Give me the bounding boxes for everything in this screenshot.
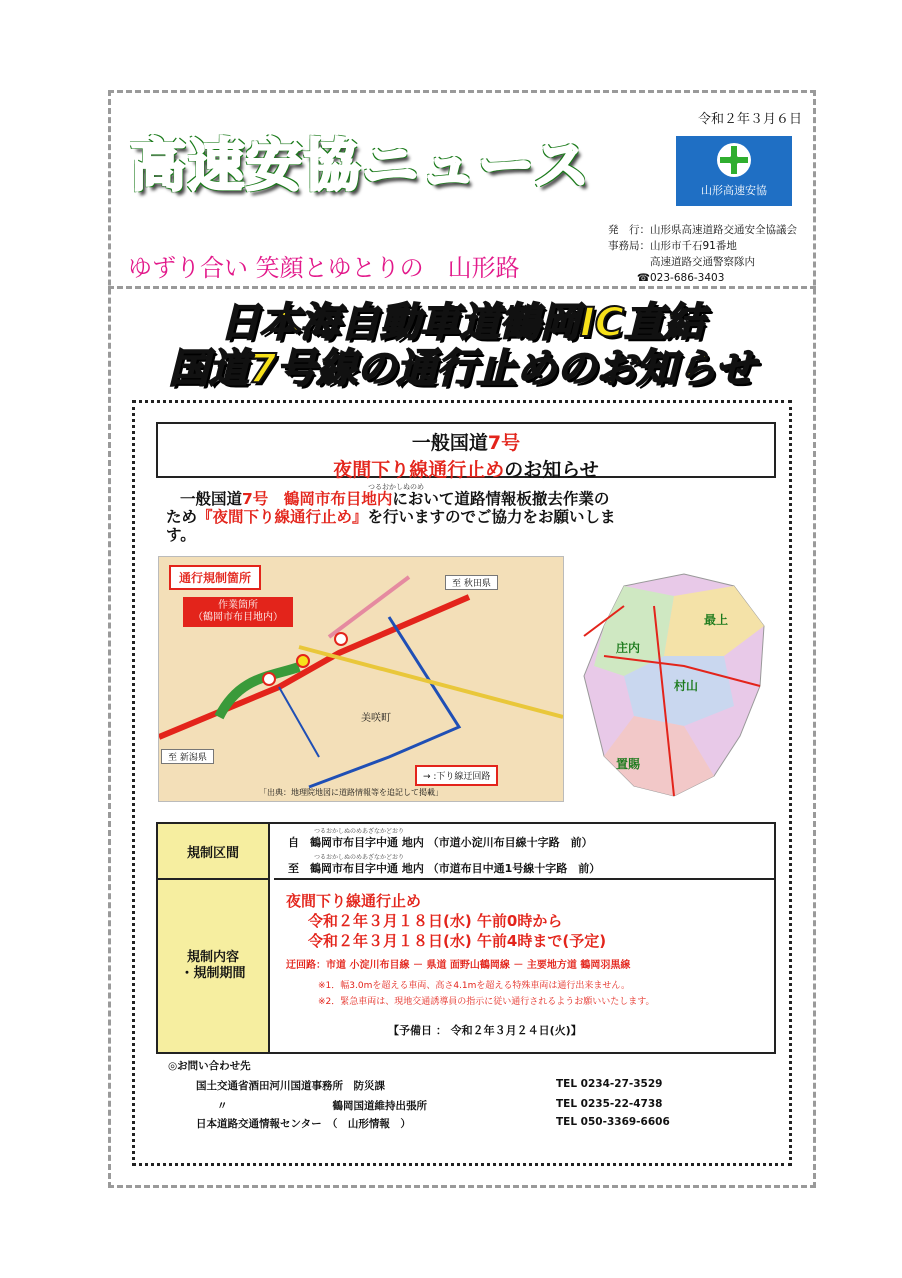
intro-road: 一般国道: [180, 490, 243, 508]
intro-text-1: において道路情報板撤去作業の: [392, 490, 610, 508]
headline: [120, 300, 804, 392]
regulation-table: [156, 822, 776, 1054]
office-key: 事務局：: [608, 240, 650, 252]
intro-text-4: す。: [166, 526, 196, 544]
intro-closure: 『夜間下り線通行止め』: [197, 508, 368, 526]
phone-icon: ☎: [636, 272, 650, 284]
to-niigata-label: 至 新潟県: [161, 749, 214, 764]
notice-title-route: 7号: [487, 432, 521, 454]
office-unit: 高速道路交通警察隊内: [650, 256, 755, 268]
period-header-line-2: ・規制期間: [180, 966, 246, 981]
closure-end: 令和２年３月１８日(水) 午前4時まで(予定): [308, 932, 607, 950]
intro-furigana: つるおかしぬのめ: [368, 483, 424, 491]
period-header-line-1: 規制内容: [186, 950, 239, 965]
emblem-text: 山形高速安協: [701, 184, 767, 197]
office-phone: 023-686-3403: [650, 272, 725, 284]
clover-logo-icon: [716, 142, 752, 178]
section-cell: [274, 824, 774, 880]
blank-key: [594, 254, 650, 270]
contact-header: ◎お問い合わせ先: [168, 1060, 251, 1072]
note-2: ※2．緊急車両は、現地交通誘導員の指示に従い通行されるようお願いいたします。: [318, 997, 655, 1007]
section-to: 至 鶴岡市布目字中通 地内 （市道布目中通1号線十字路 前）: [288, 862, 601, 875]
prefecture-map: [564, 566, 780, 800]
period-header: [158, 880, 270, 1052]
to-akita-label: 至 秋田県: [445, 575, 498, 590]
map-credit: 「出典：地理院地図に道路情報等を追記して掲載」: [259, 788, 443, 797]
notice-title-closure: 夜間下り線通行止め: [333, 459, 505, 481]
intro-route: 7号: [242, 490, 269, 508]
closure-type: 夜間下り線通行止め: [286, 892, 422, 910]
newsletter-title: 高速安協ニュース: [130, 134, 592, 199]
intro-text-3: を行いますのでご協力をお願いしま: [367, 508, 616, 526]
slogan: ゆずり合い 笑顔とゆとりの 山形路: [128, 254, 520, 282]
notice-title-suffix: のお知らせ: [504, 459, 599, 481]
contact-tel: TEL 0234-27-3529: [556, 1078, 663, 1090]
notice-intro: [166, 490, 778, 544]
headline-line-1: 日本海自動車道鶴岡IC直結: [219, 300, 705, 346]
detour-legend: → :下り線迂回路: [415, 765, 498, 786]
town-label: 美咲町: [361, 713, 391, 724]
contact-tel: TEL 0235-22-4738: [556, 1098, 663, 1110]
notice-title-road: 一般国道: [411, 432, 488, 454]
from-furigana: つるおかしぬのめあざなかどおり: [314, 828, 405, 835]
headline-line-2: 国道7号線の通行止めのお知らせ: [168, 346, 756, 392]
publisher-info: [594, 222, 797, 286]
contact-org: 〃 鶴岡国道維持出張所: [196, 1100, 427, 1112]
pref-label-okitama: 置賜: [616, 757, 641, 771]
section-from: 自 鶴岡市布目字中通 地内 （市道小淀川布目線十字路 前）: [288, 836, 593, 849]
work-site-label: [183, 597, 293, 627]
contact-tel: TEL 050-3369-6606: [556, 1116, 670, 1128]
regulation-location-label: 通行規制箇所: [169, 565, 261, 590]
reserve-date: 【予備日 ： 令和２年３月２４日(火)】: [388, 1024, 582, 1037]
note-1: ※1．幅3.0mを超える車両、高さ4.1mを超える特殊車両は通行出来ません。: [318, 981, 630, 991]
header-divider: [108, 286, 816, 289]
publisher-key: 発 行：: [608, 224, 650, 236]
office-address: 山形市千石91番地: [650, 240, 737, 252]
notice-title-box: [156, 422, 776, 481]
closure-start: 令和２年３月１８日(水) 午前0時から: [308, 912, 563, 930]
contact-org: 国土交通省酒田河川国道事務所 防災課: [196, 1080, 385, 1092]
map-roads: [159, 557, 563, 801]
pref-label-shonai: 庄内: [616, 641, 641, 655]
section-header: 規制区間: [158, 824, 270, 880]
work-site-place: （鶴岡市布目地内）: [193, 612, 283, 623]
contact-org: 日本道路交通情報センター （ 山形情報 ）: [196, 1118, 411, 1130]
intro-location: 鶴岡市布目地内: [283, 490, 393, 508]
publisher-value: 山形県高速道路交通安全協議会: [650, 224, 797, 236]
pref-label-mogami: 最上: [704, 613, 729, 627]
intro-text-2: ため: [166, 508, 198, 526]
closure-map: [158, 556, 564, 802]
pref-label-murayama: 村山: [674, 679, 699, 693]
detour-route: 迂回路：市道 小淀川布目線 － 県道 面野山鶴岡線 － 主要地方道 鶴岡羽黒線: [286, 960, 631, 971]
issue-date: 令和２年３月６日: [697, 112, 802, 127]
work-site-title: 作業箇所: [218, 600, 258, 611]
association-emblem: [676, 136, 792, 206]
to-furigana: つるおかしぬのめあざなかどおり: [314, 854, 405, 861]
